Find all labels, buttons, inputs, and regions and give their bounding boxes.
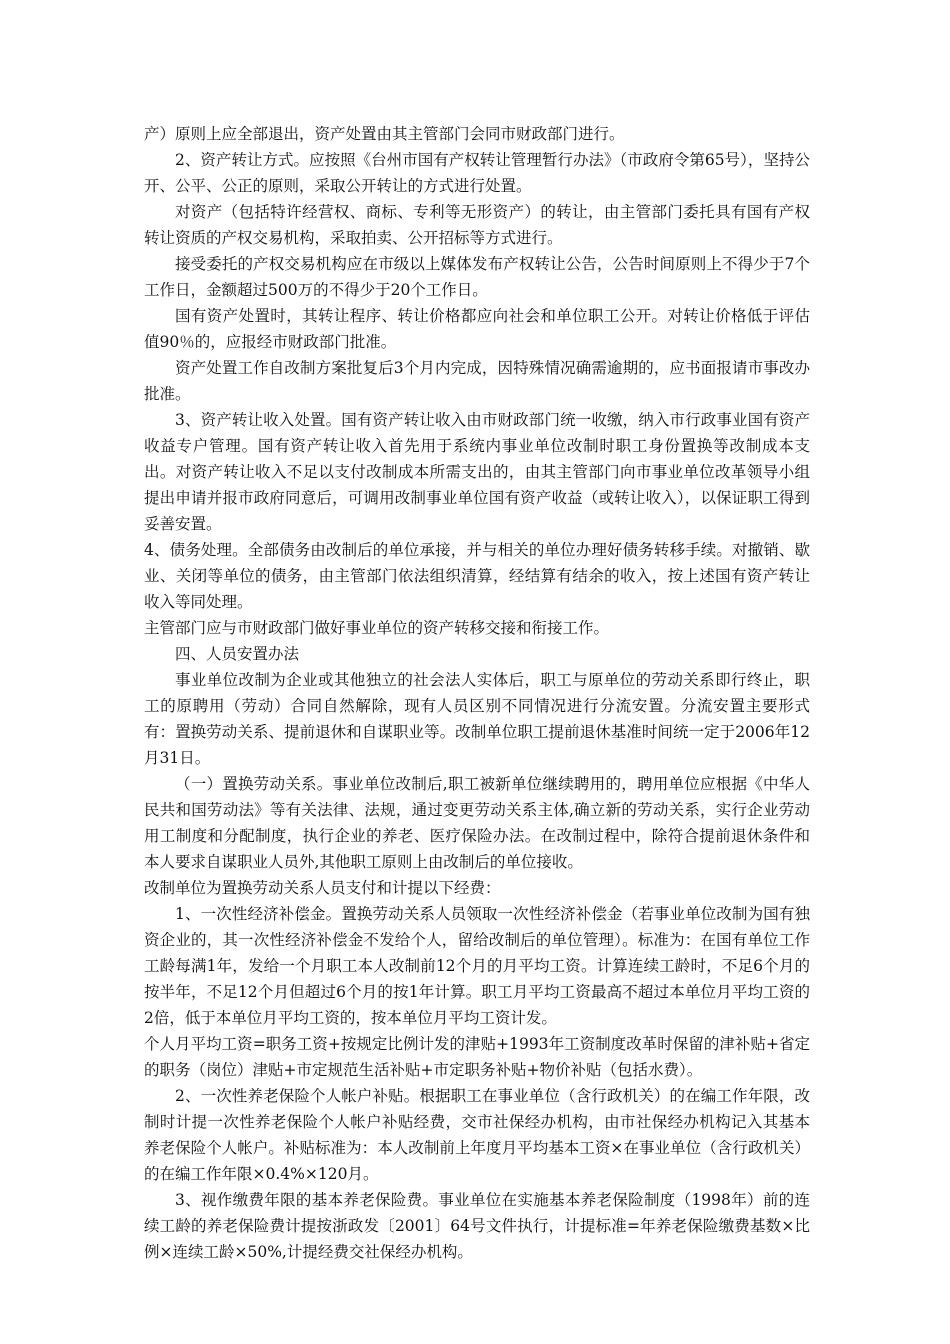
paragraph-11: 事业单位改制为企业或其他独立的社会法人实体后，职工与原单位的劳动关系即行终止，职工的原聘用（劳动）合同自然解除，现有人员区别不同情况进行分流安置。分流安置主要形式有：置换劳动关系、提前退休和自谋职业等。改制单位职工提前退休基准时间统一定于2006年12月31日。 bbox=[144, 671, 810, 767]
paragraph-4: 接受委托的产权交易机构应在市级以上媒体发布产权转让公告，公告时间原则上不得少于7个工作日，金额超过500万的不得少于20个工作日。 bbox=[144, 255, 810, 299]
paragraph-12: （一）置换劳动关系。事业单位改制后,职工被新单位继续聘用的，聘用单位应根据《中华人民共和国劳动法》等有关法律、法规，通过变更劳动关系主体,确立新的劳动关系，实行企业劳动用工制度和分配制度，执行企业的养老、医疗保险办法。在改制过程中，除符合提前退休条件和本人要求自谋职业人员外,其他职工原则上由改制后的单位接收。 bbox=[144, 775, 810, 871]
paragraph-15: 个人月平均工资=职务工资+按规定比例计发的津贴+1993年工资制度改革时保留的津补贴+省定的职务（岗位）津贴+市定规范生活补贴+市定职务补贴+物价补贴（包括水费）。 bbox=[144, 1035, 810, 1079]
paragraph-13: 改制单位为置换劳动关系人员支付和计提以下经费： bbox=[144, 879, 501, 897]
paragraph-3: 对资产（包括特许经营权、商标、专利等无形资产）的转让，由主管部门委托具有国有产权转让资质的产权交易机构，采取拍卖、公开招标等方式进行。 bbox=[144, 203, 810, 247]
paragraph-5: 国有资产处置时，其转让程序、转让价格都应向社会和单位职工公开。对转让价格低于评估值90％的，应报经市财政部门批准。 bbox=[144, 307, 810, 351]
paragraph-16: 2、一次性养老保险个人帐户补贴。根据职工在事业单位（含行政机关）的在编工作年限，改制时计提一次性养老保险个人帐户补贴经费，交市社保经办机构，由市社保经办机构记入其基本养老保险个人帐户。补贴标准为：本人改制前上年度月平均基本工资×在事业单位（含行政机关）的在编工作年限×0.4%×120月。 bbox=[144, 1087, 810, 1183]
paragraph-7: 3、资产转让收入处置。国有资产转让收入由市财政部门统一收缴，纳入市行政事业国有资产收益专户管理。国有资产转让收入首先用于系统内事业单位改制时职工身份置换等改制成本支出。对资产转让收入不足以支付改制成本所需支出的，由其主管部门向市事业单位改革领导小组提出申请并报市政府同意后，可调用改制事业单位国有资产收益（或转让收入），以保证职工得到妥善安置。 bbox=[144, 411, 810, 533]
paragraph-14: 1、一次性经济补偿金。置换劳动关系人员领取一次性经济补偿金（若事业单位改制为国有独资企业的，其一次性经济补偿金不发给个人，留给改制后的单位管理）。标准为：在国有单位工作工龄每满1年，发给一个月职工本人改制前12个月的月平均工资。计算连续工龄时，不足6个月的按半年，不足12个月但超过6个月的按1年计算。职工月平均工资最高不超过本单位月平均工资的2倍，低于本单位月平均工资的，按本单位月平均工资计发。 bbox=[144, 905, 810, 1027]
paragraph-1: 产）原则上应全部退出，资产处置由其主管部门会同市财政部门进行。 bbox=[144, 125, 625, 143]
document-page bbox=[144, 121, 810, 1265]
paragraph-2: 2、资产转让方式。应按照《台州市国有产权转让管理暂行办法》（市政府令第65号），坚持公开、公平、公正的原则，采取公开转让的方式进行处置。 bbox=[144, 151, 810, 195]
section-heading: 四、人员安置办法 bbox=[175, 645, 300, 663]
paragraph-6: 资产处置工作自改制方案批复后3个月内完成，因特殊情况确需逾期的，应书面报请市事改办批准。 bbox=[144, 359, 810, 403]
paragraph-17: 3、视作缴费年限的基本养老保险费。事业单位在实施基本养老保险制度（1998年）前的连续工龄的养老保险费计提按浙政发〔2001〕64号文件执行，计提标准=年养老保险缴费基数×比例×连续工龄×50%,计提经费交社保经办机构。 bbox=[144, 1191, 810, 1261]
paragraph-9: 主管部门应与市财政部门做好事业单位的资产转移交接和衔接工作。 bbox=[144, 619, 610, 637]
paragraph-8: 4、债务处理。全部债务由改制后的单位承接，并与相关的单位办理好债务转移手续。对撤销、歇业、关闭等单位的债务，由主管部门依法组织清算，经结算有结余的收入，按上述国有资产转让收入等同处理。 bbox=[144, 541, 810, 611]
